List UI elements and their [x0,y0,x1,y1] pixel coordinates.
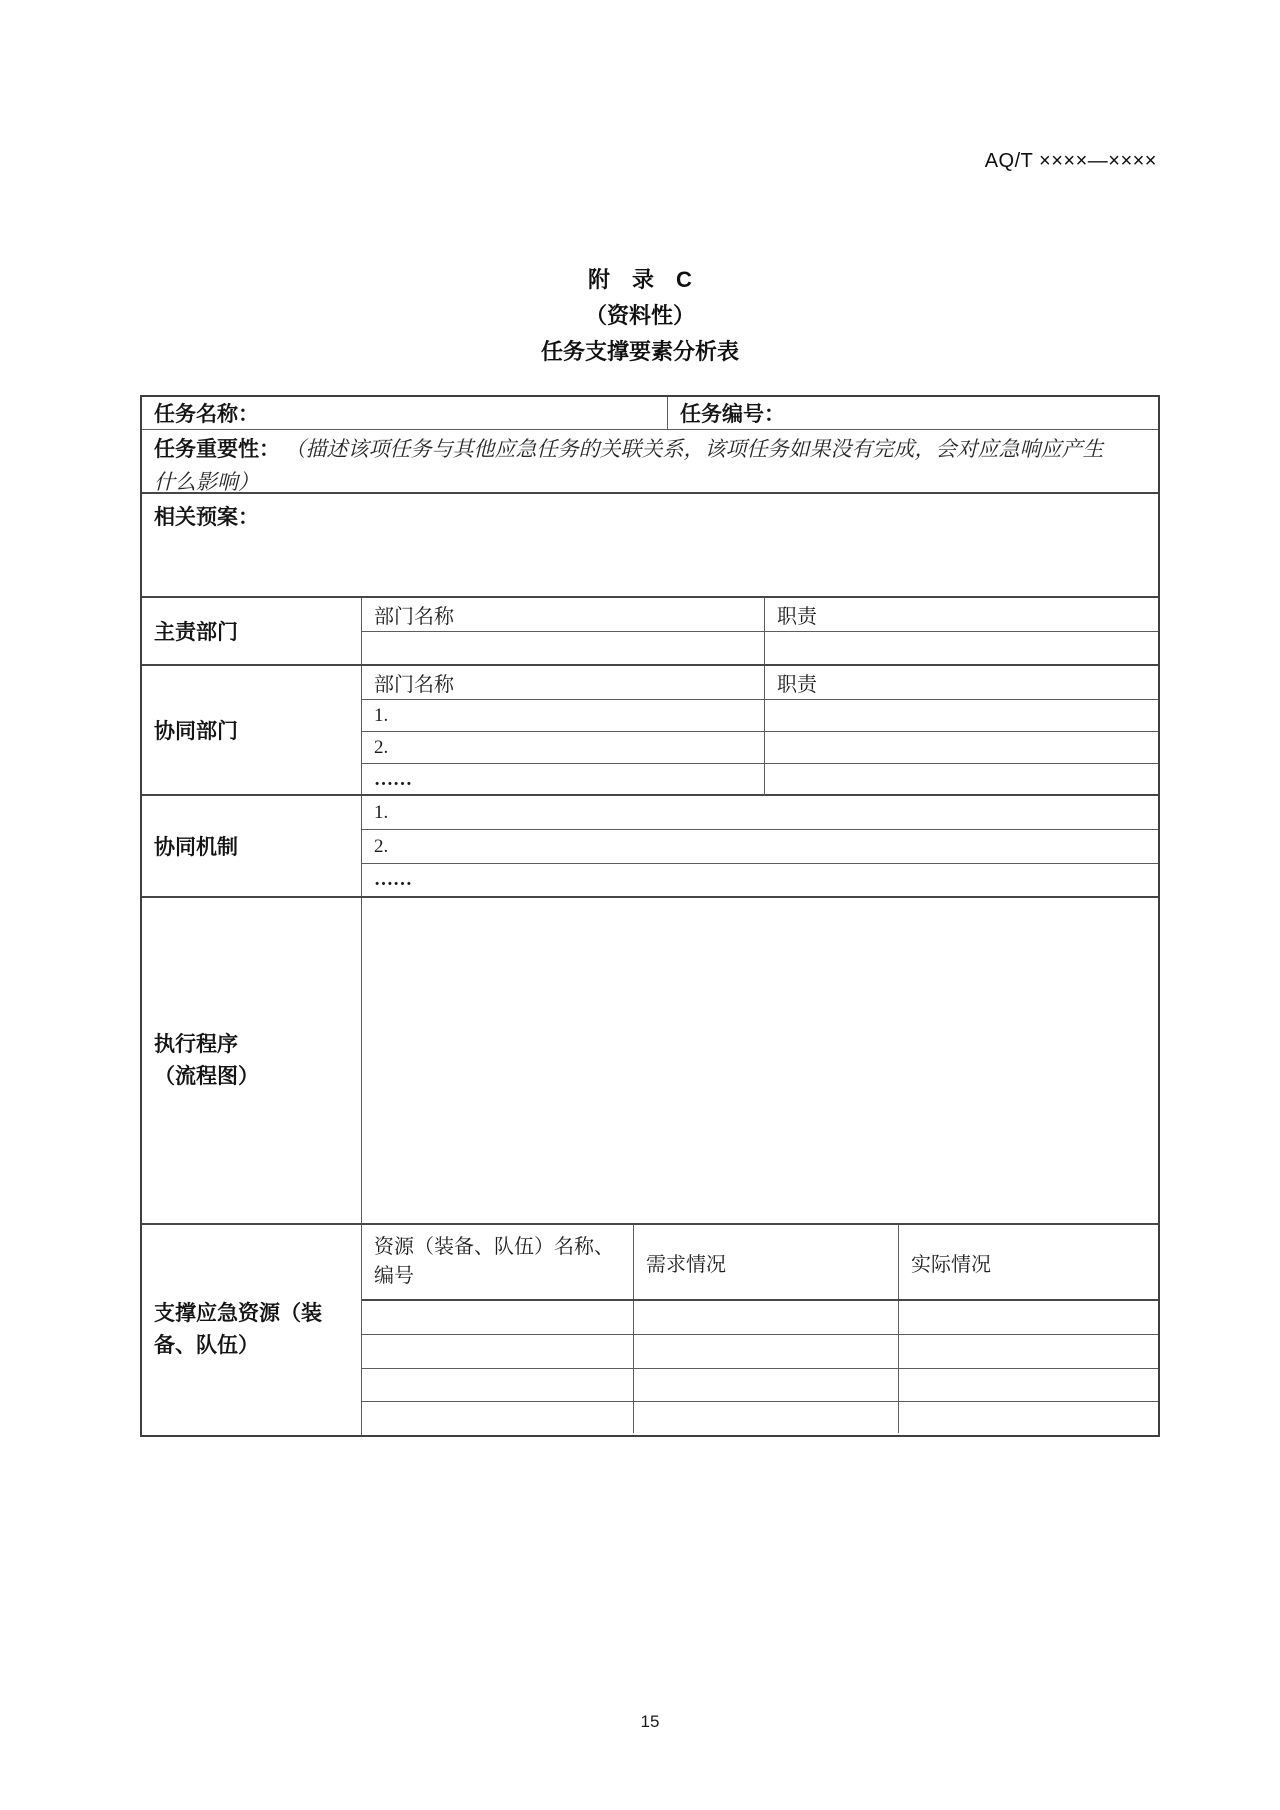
resources-row-4-actual [899,1402,1158,1433]
resources-row-2-name [362,1335,634,1368]
resources-row-1-actual [899,1301,1158,1334]
resources-actual-header: 实际情况 [911,1253,991,1276]
lead-dept-body [362,598,1158,664]
lead-dept-label: 主责部门 [154,621,238,644]
coord-mech-row-more-cell [362,864,1158,896]
resources-row-2 [362,1335,1158,1369]
coord-mech-label: 协同机制 [154,836,238,859]
coord-dept-duty-header: 职责 [777,674,817,696]
resources-row-3-name [362,1369,634,1401]
related-plan-cell [142,494,1158,596]
procedure-content-cell [362,898,1158,1223]
importance-note-line2: 什么影响） [154,470,259,494]
coord-dept-name-header: 部门名称 [374,674,454,696]
resources-section [142,1225,1158,1435]
lead-dept-name-cell [362,632,765,664]
lead-dept-name-header: 部门名称 [374,606,454,628]
coord-mech-row-2-num: 2. [374,835,389,857]
task-id-label: 任务编号： [680,403,785,426]
coord-dept-row-more [362,764,1158,796]
procedure-label-line2: （流程图） [154,1064,259,1088]
lead-dept-empty-row [362,632,1158,664]
related-plan-row [142,494,1158,598]
resources-need-header: 需求情况 [646,1253,726,1276]
lead-dept-duty-header-cell [765,598,1158,631]
coord-dept-header-row [362,666,1158,700]
lead-dept-duty-header: 职责 [777,606,817,628]
coord-mech-row-more-dots: …… [374,869,412,890]
coord-dept-row-2-num: 2. [374,736,389,758]
resources-label-line2: 备、队伍） [154,1334,259,1357]
resources-actual-header-cell [899,1225,1158,1299]
title-block [0,262,1280,370]
coord-dept-row-1 [362,700,1158,732]
resources-row-3-need [634,1369,899,1401]
coord-mech-row-1 [362,796,1158,830]
coord-dept-name-header-cell [362,666,765,699]
coord-dept-row-more-dots: …… [374,769,412,790]
coord-mech-row-2-cell [362,830,1158,863]
importance-label: 任务重要性： [154,438,280,461]
lead-dept-section [142,598,1158,666]
coord-mech-row-1-cell [362,796,1158,829]
appendix-heading: 附 录 C [588,267,692,292]
resources-name-header-cell [362,1225,634,1299]
resources-label-line1: 支撑应急资源（装 [154,1302,322,1325]
procedure-label-line1: 执行程序 [154,1032,238,1056]
standard-code: AQ/T ××××—×××× [984,150,1157,172]
lead-dept-duty-cell [765,632,1158,664]
coord-dept-row-1-name [362,700,765,731]
procedure-label-cell [142,898,362,1223]
importance-cell [142,430,1158,492]
coord-dept-row-more-name [362,764,765,796]
resources-row-4 [362,1402,1158,1433]
table-title: 任务支撑要素分析表 [540,339,739,364]
coord-mech-row-1-num: 1. [374,801,389,823]
coord-mech-row-more [362,864,1158,896]
coord-dept-row-more-duty [765,764,1158,796]
coord-dept-section [142,666,1158,796]
resources-row-4-need [634,1402,899,1433]
resources-row-1 [362,1301,1158,1335]
importance-row [142,430,1158,494]
lead-dept-header-row [362,598,1158,632]
resources-row-4-name [362,1402,634,1433]
coord-dept-row-1-num: 1. [374,704,389,726]
coord-dept-duty-header-cell [765,666,1158,699]
resources-row-1-name [362,1301,634,1334]
task-id-cell [668,397,1158,429]
importance-note-line1: （描述该项任务与其他应急任务的关联关系，该项任务如果没有完成，会对应急响应产生 [284,437,1104,461]
coord-dept-row-2-name [362,732,765,763]
resources-label-cell [142,1225,362,1435]
resources-name-header-line1: 资源（装备、队伍）名称、 [374,1236,614,1258]
coord-dept-row-2-duty [765,732,1158,763]
coord-dept-body [362,666,1158,794]
resources-need-header-cell [634,1225,899,1299]
resources-header-row [362,1225,1158,1301]
resources-row-3 [362,1369,1158,1402]
task-name-label: 任务名称： [154,403,259,426]
resources-row-3-actual [899,1369,1158,1401]
analysis-table [140,395,1160,1437]
appendix-type-note: （资料性） [584,303,695,328]
resources-row-1-need [634,1301,899,1334]
page-number: 15 [640,1712,660,1731]
lead-dept-label-cell [142,598,362,664]
related-plan-label: 相关预案： [154,506,259,529]
procedure-section [142,898,1158,1225]
coord-mech-label-cell [142,796,362,896]
coord-dept-label-cell [142,666,362,794]
resources-name-header-line2: 编号 [374,1265,414,1287]
coord-dept-row-2 [362,732,1158,764]
lead-dept-name-header-cell [362,598,765,631]
coord-dept-label: 协同部门 [154,720,238,743]
resources-row-2-actual [899,1335,1158,1368]
task-name-cell [142,397,668,429]
task-header-row [142,397,1158,430]
resources-row-2-need [634,1335,899,1368]
coord-dept-row-1-duty [765,700,1158,731]
coord-mech-body [362,796,1158,896]
coord-mech-row-2 [362,830,1158,864]
resources-body [362,1225,1158,1435]
coord-mech-section [142,796,1158,898]
